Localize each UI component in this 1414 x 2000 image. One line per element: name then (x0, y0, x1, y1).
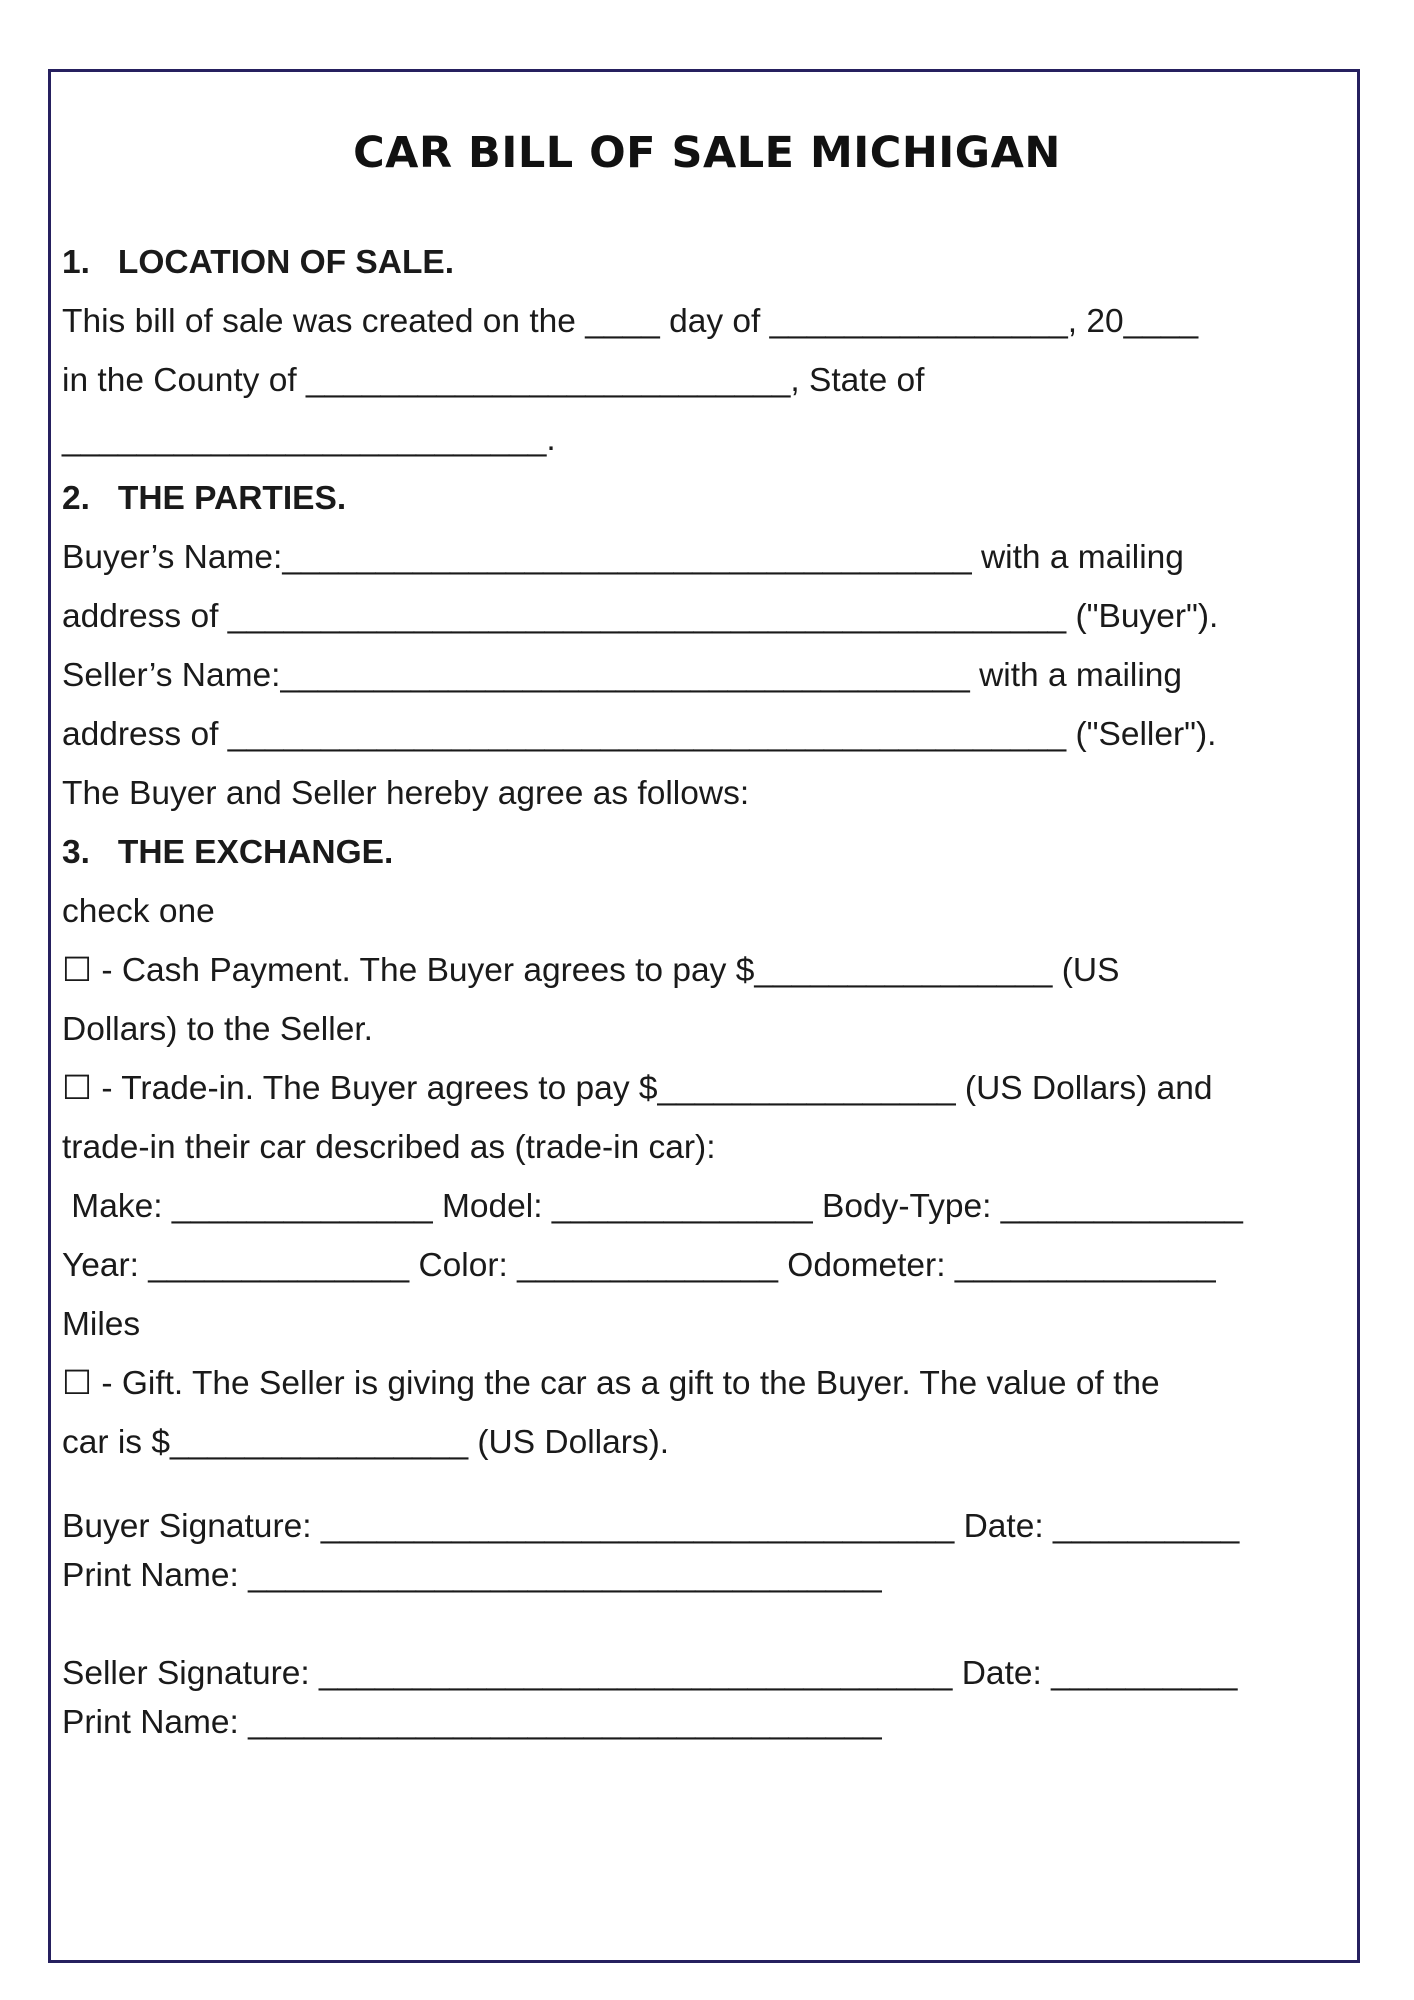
vehicle-year-color-line: Year: ______________ Color: ______________ Odometer: ______________ (62, 1247, 1216, 1284)
buyer-signature-line: Buyer Signature: __________________________________ Date: __________ (62, 1508, 1240, 1545)
check-one-instruction: check one (62, 893, 215, 930)
gift-continuation: car is $________________ (US Dollars). (62, 1424, 670, 1461)
gift-checkbox-icon[interactable]: ☐ (62, 1365, 93, 1402)
section-heading-parties: 2. THE PARTIES. (62, 480, 347, 517)
cash-payment-option (62, 951, 1119, 991)
buyer-print-name-line: Print Name: __________________________________ (62, 1557, 882, 1594)
gift-text: - Gift. The Seller is giving the car as a gift to the Buyer. The value of the (92, 1365, 1160, 1402)
trade-in-text: - Trade-in. The Buyer agrees to pay $________________ (US Dollars) and (92, 1070, 1213, 1107)
trade-in-checkbox-icon[interactable]: ☐ (62, 1070, 93, 1107)
trade-in-continuation: trade-in their car described as (trade-in car): (62, 1129, 716, 1166)
location-date-line: This bill of sale was created on the ____ day of ________________, 20____ (62, 303, 1199, 340)
trade-in-option (62, 1069, 1213, 1109)
agreement-line: The Buyer and Seller hereby agree as follows: (62, 775, 750, 812)
document-title: CAR BILL OF SALE MICHIGAN (353, 128, 1061, 178)
buyer-name-line: Buyer’s Name:_____________________________________ with a mailing (62, 539, 1184, 576)
gift-option (62, 1364, 1160, 1404)
location-county-line: in the County of __________________________, State of (62, 362, 925, 399)
section-heading-location: 1. LOCATION OF SALE. (62, 244, 455, 281)
vehicle-miles-line: Miles (62, 1306, 141, 1343)
cash-checkbox-icon[interactable]: ☐ (62, 952, 93, 989)
seller-address-line: address of _____________________________________________ ("Seller"). (62, 716, 1217, 753)
section-heading-exchange: 3. THE EXCHANGE. (62, 834, 394, 871)
cash-payment-text: - Cash Payment. The Buyer agrees to pay $________________ (US (92, 952, 1120, 989)
seller-signature-line: Seller Signature: __________________________________ Date: __________ (62, 1655, 1238, 1692)
seller-name-line: Seller’s Name:_____________________________________ with a mailing (62, 657, 1183, 694)
vehicle-make-model-line: Make: ______________ Model: ______________ Body-Type: _____________ (62, 1188, 1243, 1225)
buyer-address-line: address of _____________________________________________ ("Buyer"). (62, 598, 1219, 635)
cash-payment-continuation: Dollars) to the Seller. (62, 1011, 373, 1048)
seller-print-name-line: Print Name: __________________________________ (62, 1704, 882, 1741)
location-state-line: __________________________. (62, 421, 556, 458)
